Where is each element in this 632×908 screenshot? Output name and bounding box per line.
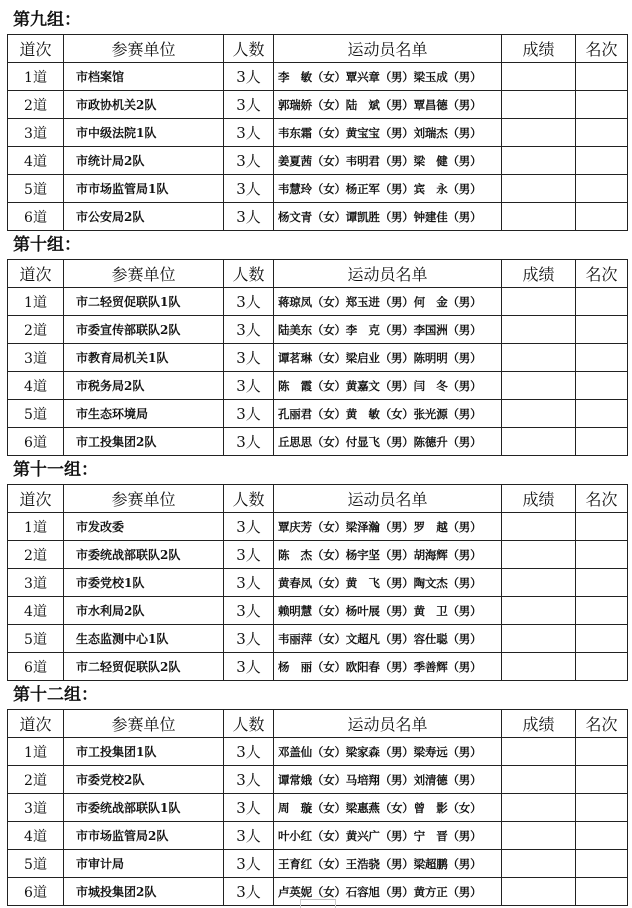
rank-cell: [576, 766, 628, 794]
lane-cell: 1道: [8, 738, 64, 766]
header-names: 运动员名单: [274, 35, 502, 63]
unit-cell: 市委统战部联队1队: [64, 794, 224, 822]
rank-cell: [576, 822, 628, 850]
header-count: 人数: [224, 35, 274, 63]
score-cell: [502, 794, 576, 822]
count-cell: 3人: [224, 428, 274, 456]
group-table: [7, 484, 628, 681]
table-row: [8, 822, 628, 850]
names-cell: 韦丽萍（女）文超凡（男）容仕聪（男）: [274, 625, 502, 653]
lane-cell: 5道: [8, 175, 64, 203]
header-lane: 道次: [8, 710, 64, 738]
table-row: [8, 428, 628, 456]
names-cell: 谭常娥（女）马培翔（男）刘清德（男）: [274, 766, 502, 794]
table-row: [8, 653, 628, 681]
score-cell: [502, 344, 576, 372]
lane-cell: 6道: [8, 428, 64, 456]
names-cell: 谭茗琳（女）梁启业（男）陈明明（男）: [274, 344, 502, 372]
unit-cell: 市工投集团2队: [64, 428, 224, 456]
unit-cell: 市市场监管局1队: [64, 175, 224, 203]
count-cell: 3人: [224, 878, 274, 906]
lane-cell: 6道: [8, 203, 64, 231]
score-cell: [502, 147, 576, 175]
lane-cell: 6道: [8, 653, 64, 681]
unit-cell: 市教育局机关1队: [64, 344, 224, 372]
score-cell: [502, 597, 576, 625]
unit-cell: 市二轻贸促联队2队: [64, 653, 224, 681]
names-cell: 覃庆芳（女）梁泽瀚（男）罗 越（男）: [274, 513, 502, 541]
table-row: [8, 625, 628, 653]
table-row: [8, 119, 628, 147]
unit-cell: 市税务局2队: [64, 372, 224, 400]
table-row: [8, 372, 628, 400]
lane-cell: 6道: [8, 878, 64, 906]
header-names: 运动员名单: [274, 485, 502, 513]
count-cell: 3人: [224, 147, 274, 175]
rank-cell: [576, 625, 628, 653]
count-cell: 3人: [224, 344, 274, 372]
names-cell: 杨 丽（女）欧阳春（男）季善辉（男）: [274, 653, 502, 681]
unit-cell: 市委党校1队: [64, 569, 224, 597]
count-cell: 3人: [224, 597, 274, 625]
header-row: [8, 485, 628, 513]
table-row: [8, 850, 628, 878]
names-cell: 姜夏茜（女）韦明君（男）梁 健（男）: [274, 147, 502, 175]
table-row: [8, 316, 628, 344]
unit-cell: 市审计局: [64, 850, 224, 878]
header-score: 成绩: [502, 710, 576, 738]
unit-cell: 市水利局2队: [64, 597, 224, 625]
unit-cell: 市二轻贸促联队1队: [64, 288, 224, 316]
count-cell: 3人: [224, 288, 274, 316]
count-cell: 3人: [224, 794, 274, 822]
count-cell: 3人: [224, 625, 274, 653]
header-rank: 名次: [576, 485, 628, 513]
names-cell: 郭瑞娇（女）陆 斌（男）覃昌德（男）: [274, 91, 502, 119]
names-cell: 韦东霜（女）黄宝宝（男）刘瑞杰（男）: [274, 119, 502, 147]
unit-cell: 市生态环境局: [64, 400, 224, 428]
table-row: [8, 738, 628, 766]
rank-cell: [576, 344, 628, 372]
header-names: 运动员名单: [274, 260, 502, 288]
header-count: 人数: [224, 260, 274, 288]
names-cell: 赖明慧（女）杨叶展（男）黄 卫（男）: [274, 597, 502, 625]
count-cell: 3人: [224, 91, 274, 119]
unit-cell: 市城投集团2队: [64, 878, 224, 906]
score-cell: [502, 372, 576, 400]
rank-cell: [576, 119, 628, 147]
score-cell: [502, 738, 576, 766]
table-row: [8, 597, 628, 625]
group-table: [7, 34, 628, 231]
lane-cell: 4道: [8, 147, 64, 175]
unit-cell: 市统计局2队: [64, 147, 224, 175]
table-row: [8, 794, 628, 822]
unit-cell: 市委宣传部联队2队: [64, 316, 224, 344]
header-unit: 参赛单位: [64, 485, 224, 513]
unit-cell: 市委党校2队: [64, 766, 224, 794]
rank-cell: [576, 738, 628, 766]
names-cell: 叶小红（女）黄兴广（男）宁 晋（男）: [274, 822, 502, 850]
count-cell: 3人: [224, 822, 274, 850]
header-lane: 道次: [8, 35, 64, 63]
header-unit: 参赛单位: [64, 260, 224, 288]
names-cell: 王育红（女）王浩骁（男）梁超鹏（男）: [274, 850, 502, 878]
rank-cell: [576, 147, 628, 175]
score-cell: [502, 91, 576, 119]
header-rank: 名次: [576, 260, 628, 288]
count-cell: 3人: [224, 119, 274, 147]
count-cell: 3人: [224, 316, 274, 344]
header-unit: 参赛单位: [64, 710, 224, 738]
lane-cell: 3道: [8, 119, 64, 147]
lane-cell: 4道: [8, 597, 64, 625]
names-cell: 黄春凤（女）黄 飞（男）陶文杰（男）: [274, 569, 502, 597]
group-title: 第十组：: [13, 235, 81, 255]
table-row: [8, 766, 628, 794]
score-cell: [502, 822, 576, 850]
header-row: [8, 35, 628, 63]
rank-cell: [576, 316, 628, 344]
score-cell: [502, 203, 576, 231]
rank-cell: [576, 653, 628, 681]
lane-cell: 5道: [8, 400, 64, 428]
rank-cell: [576, 850, 628, 878]
group-title: 第九组：: [13, 10, 81, 30]
table-row: [8, 541, 628, 569]
rank-cell: [576, 91, 628, 119]
names-cell: 陈 杰（女）杨宇坚（男）胡海辉（男）: [274, 541, 502, 569]
rank-cell: [576, 878, 628, 906]
lane-cell: 1道: [8, 63, 64, 91]
count-cell: 3人: [224, 400, 274, 428]
document: [7, 6, 627, 906]
rank-cell: [576, 513, 628, 541]
table-row: [8, 63, 628, 91]
header-unit: 参赛单位: [64, 35, 224, 63]
rank-cell: [576, 288, 628, 316]
table-row: [8, 344, 628, 372]
score-cell: [502, 541, 576, 569]
unit-cell: 市发改委: [64, 513, 224, 541]
score-cell: [502, 175, 576, 203]
unit-cell: 市中级法院1队: [64, 119, 224, 147]
header-score: 成绩: [502, 260, 576, 288]
header-count: 人数: [224, 710, 274, 738]
unit-cell: 市档案馆: [64, 63, 224, 91]
score-cell: [502, 653, 576, 681]
rank-cell: [576, 428, 628, 456]
unit-cell: 市公安局2队: [64, 203, 224, 231]
lane-cell: 4道: [8, 822, 64, 850]
names-cell: 陆美东（女）李 克（男）李国洲（男）: [274, 316, 502, 344]
names-cell: 周 璇（女）梁惠燕（女）曾 影（女）: [274, 794, 502, 822]
table-row: [8, 569, 628, 597]
header-score: 成绩: [502, 35, 576, 63]
names-cell: 丘思思（女）付显飞（男）陈德升（男）: [274, 428, 502, 456]
table-row: [8, 288, 628, 316]
score-cell: [502, 569, 576, 597]
lane-cell: 1道: [8, 288, 64, 316]
score-cell: [502, 625, 576, 653]
lane-cell: 3道: [8, 794, 64, 822]
rank-cell: [576, 400, 628, 428]
lane-cell: 2道: [8, 316, 64, 344]
score-cell: [502, 766, 576, 794]
score-cell: [502, 428, 576, 456]
rank-cell: [576, 794, 628, 822]
table-row: [8, 175, 628, 203]
count-cell: 3人: [224, 63, 274, 91]
lane-cell: 5道: [8, 850, 64, 878]
count-cell: 3人: [224, 653, 274, 681]
table-row: [8, 91, 628, 119]
lane-cell: 4道: [8, 372, 64, 400]
count-cell: 3人: [224, 738, 274, 766]
header-rank: 名次: [576, 710, 628, 738]
unit-cell: 市市场监管局2队: [64, 822, 224, 850]
names-cell: 卢英妮（女）石容旭（男）黄方正（男）: [274, 878, 502, 906]
count-cell: 3人: [224, 541, 274, 569]
names-cell: 李 敏（女）覃兴章（男）梁玉成（男）: [274, 63, 502, 91]
rank-cell: [576, 203, 628, 231]
header-row: [8, 260, 628, 288]
group-table: [7, 709, 628, 906]
count-cell: 3人: [224, 569, 274, 597]
rank-cell: [576, 541, 628, 569]
header-score: 成绩: [502, 485, 576, 513]
score-cell: [502, 316, 576, 344]
header-lane: 道次: [8, 260, 64, 288]
lane-cell: 5道: [8, 625, 64, 653]
lane-cell: 3道: [8, 569, 64, 597]
count-cell: 3人: [224, 175, 274, 203]
table-row: [8, 513, 628, 541]
header-lane: 道次: [8, 485, 64, 513]
score-cell: [502, 119, 576, 147]
rank-cell: [576, 175, 628, 203]
count-cell: 3人: [224, 203, 274, 231]
lane-cell: 3道: [8, 344, 64, 372]
names-cell: 杨文青（女）谭凯胜（男）钟建佳（男）: [274, 203, 502, 231]
score-cell: [502, 63, 576, 91]
header-row: [8, 710, 628, 738]
score-cell: [502, 288, 576, 316]
rank-cell: [576, 372, 628, 400]
score-cell: [502, 513, 576, 541]
count-cell: 3人: [224, 766, 274, 794]
group-table: [7, 259, 628, 456]
unit-cell: 市委统战部联队2队: [64, 541, 224, 569]
lane-cell: 2道: [8, 91, 64, 119]
names-cell: 孔丽君（女）黄 敏（女）张光源（男）: [274, 400, 502, 428]
names-cell: 蒋琼凤（女）郑玉进（男）何 金（男）: [274, 288, 502, 316]
table-row: [8, 400, 628, 428]
group-title: 第十二组：: [13, 685, 98, 705]
names-cell: 韦慧玲（女）杨正军（男）宾 永（男）: [274, 175, 502, 203]
unit-cell: 生态监测中心1队: [64, 625, 224, 653]
count-cell: 3人: [224, 850, 274, 878]
score-cell: [502, 850, 576, 878]
unit-cell: 市政协机关2队: [64, 91, 224, 119]
unit-cell: 市工投集团1队: [64, 738, 224, 766]
lane-cell: 2道: [8, 541, 64, 569]
names-cell: 陈 霞（女）黄嘉文（男）闫 冬（男）: [274, 372, 502, 400]
score-cell: [502, 400, 576, 428]
count-cell: 3人: [224, 513, 274, 541]
table-row: [8, 147, 628, 175]
rank-cell: [576, 569, 628, 597]
score-cell: [502, 878, 576, 906]
rank-cell: [576, 63, 628, 91]
lane-cell: 2道: [8, 766, 64, 794]
names-cell: 邓盖仙（女）梁家森（男）梁寿远（男）: [274, 738, 502, 766]
lane-cell: 1道: [8, 513, 64, 541]
table-row: [8, 203, 628, 231]
count-cell: 3人: [224, 372, 274, 400]
header-rank: 名次: [576, 35, 628, 63]
group-title: 第十一组：: [13, 460, 98, 480]
header-names: 运动员名单: [274, 710, 502, 738]
header-count: 人数: [224, 485, 274, 513]
rank-cell: [576, 597, 628, 625]
